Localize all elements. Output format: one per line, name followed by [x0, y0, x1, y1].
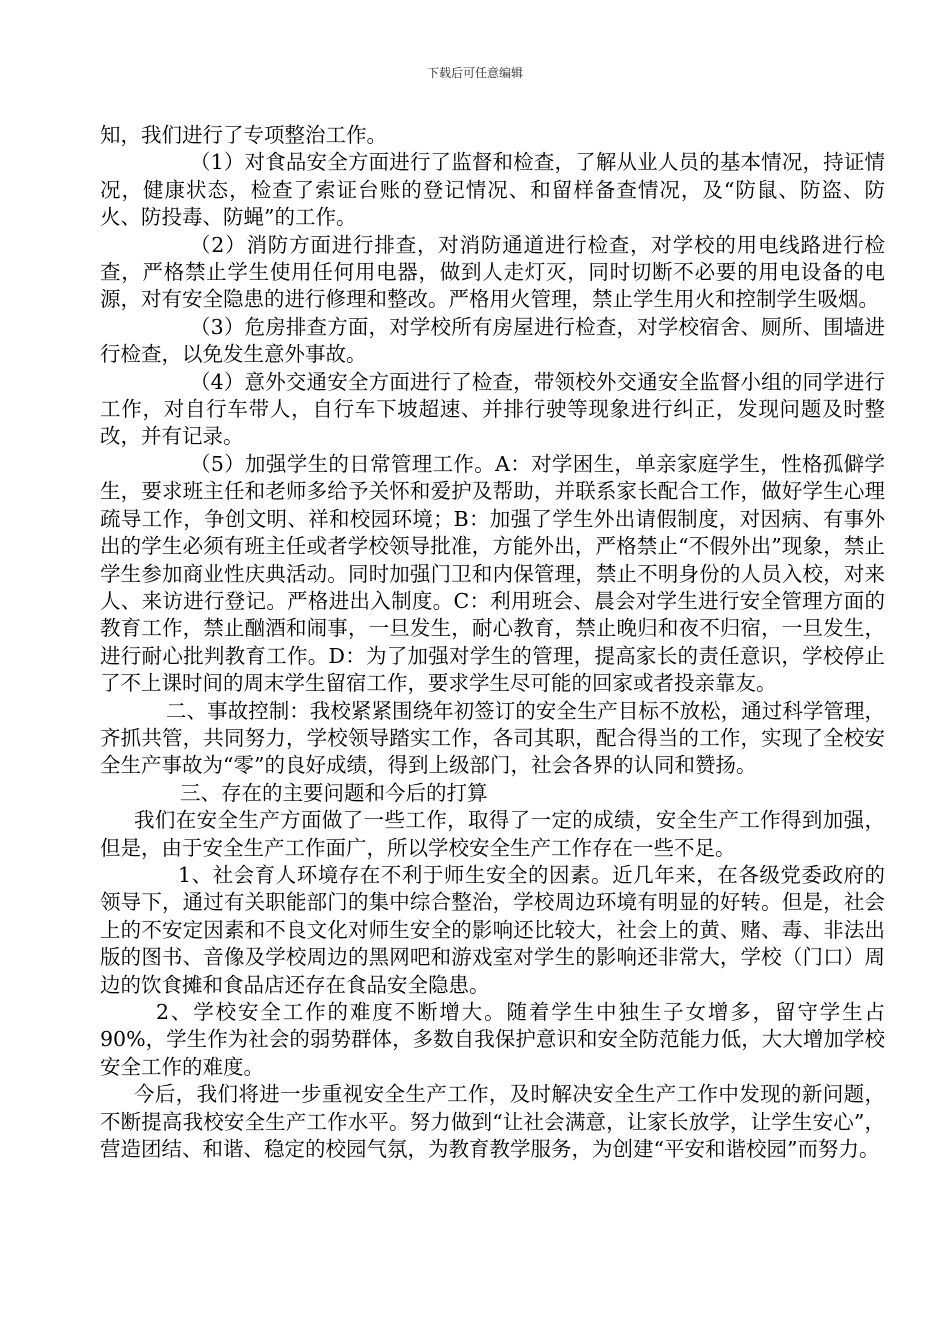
paragraph-social-environment: 1、社会育人环境存在不利于师生安全的因素。近几年来，在各级党委政府的领导下，通过有关职能部门的集中综合整治，学校周边环境有明显的好转。但是，社会上的不安定因素和不良文化对师生安全的影响还比较大，社会上的黄、赌、毒、非法出版的图书、音像及学校周边的黑网吧和游戏室对学生的影响还非常大，学校（门口）周边的饮食摊和食品店还存在食品安全隐患。: [100, 862, 885, 997]
section-heading-problems: 三、存在的主要问题和今后的打算: [180, 780, 488, 805]
paragraph-difficulty-increase: 2、学校安全工作的难度不断增大。随着学生中独生子女增多，留守学生占90%，学生作为社会的弱势群体，多数自我保护意识和安全防范能力低，大大增加学校安全工作的难度。: [100, 1000, 885, 1079]
paragraph-dangerous-buildings: （3）危房排查方面，对学校所有房屋进行检查，对学校宿舍、厕所、围墙进行检查，以免发生意外事故。: [100, 314, 885, 367]
paragraph-traffic-safety: （4）意外交通安全方面进行了检查，带领校外交通安全监督小组的同学进行工作，对自行车带人，自行车下坡超速、并排行驶等现象进行纠正，发现问题及时整改，并有记录。: [100, 369, 885, 449]
page-header-note: 下载后可任意编辑: [426, 66, 523, 80]
paragraph-future-plans: 今后，我们将进一步重视安全生产工作，及时解决安全生产工作中发现的新问题，不断提高我校安全生产工作水平。努力做到“让社会满意，让家长放学，让学生安心”，营造团结、和谐、稳定的校园气氛，为教育教学服务，为创建“平安和谐校园”而努力。: [100, 1082, 885, 1162]
document-body: [100, 122, 885, 1163]
paragraph-accident-control: 二、事故控制：我校紧紧围绕年初签订的安全生产目标不放松，通过科学管理，齐抓共管，共同努力，学校领导踏实工作，各司其职，配合得当的工作，实现了全校安全生产事故为“零”的良好成绩，得到上级部门，社会各界的认同和赞扬。: [100, 698, 885, 778]
paragraph-fire-safety: （2）消防方面进行排查，对消防通道进行检查，对学校的用电线路进行检查，严格禁止学生使用任何用电器，做到人走灯灭，同时切断不必要的用电设备的电源，对有安全隐患的进行修理和整改。严格用火管理，禁止学生用火和控制学生吸烟。: [100, 232, 885, 312]
paragraph-problems-intro: 我们在安全生产方面做了一些工作，取得了一定的成绩，安全生产工作得到加强，但是，由于安全生产工作面广，所以学校安全生产工作存在一些不足。: [100, 808, 885, 860]
paragraph-food-safety: （1）对食品安全方面进行了监督和检查，了解从业人员的基本情况，持证情况，健康状态，检查了索证台账的登记情况、和留样备查情况，及“防鼠、防盗、防火、防投毒、防蝇”的工作。: [100, 150, 885, 230]
paragraph-intro-continuation: 知，我们进行了专项整治工作。: [100, 123, 387, 147]
paragraph-daily-management: （5）加强学生的日常管理工作。A：对学困生，单亲家庭学生，性格孤僻学生，要求班主任和老师多给予关怀和爱护及帮助，并联系家长配合工作，做好学生心理疏导工作，争创文明、祥和校园环境；B：加强了学生外出请假制度，对因病、有事外出的学生必须有班主任或者学校领导批准，方能外出，严格禁止“不假外出”现象，禁止学生参加商业性庆典活动。同时加强门卫和内保管理，禁止不明身份的人员入校，对来人、来访进行登记。严格进出入制度。C：利用班会、晨会对学生进行安全管理方面的教育工作，禁止酗酒和闹事，一旦发生，耐心教育，禁止晚归和夜不归宿，一旦发生，进行耐心批判教育工作。D：为了加强对学生的管理，提高家长的责任意识，学校停止了不上课时间的周末学生留宿工作，要求学生尽可能的回家或者投亲靠友。: [100, 451, 885, 696]
